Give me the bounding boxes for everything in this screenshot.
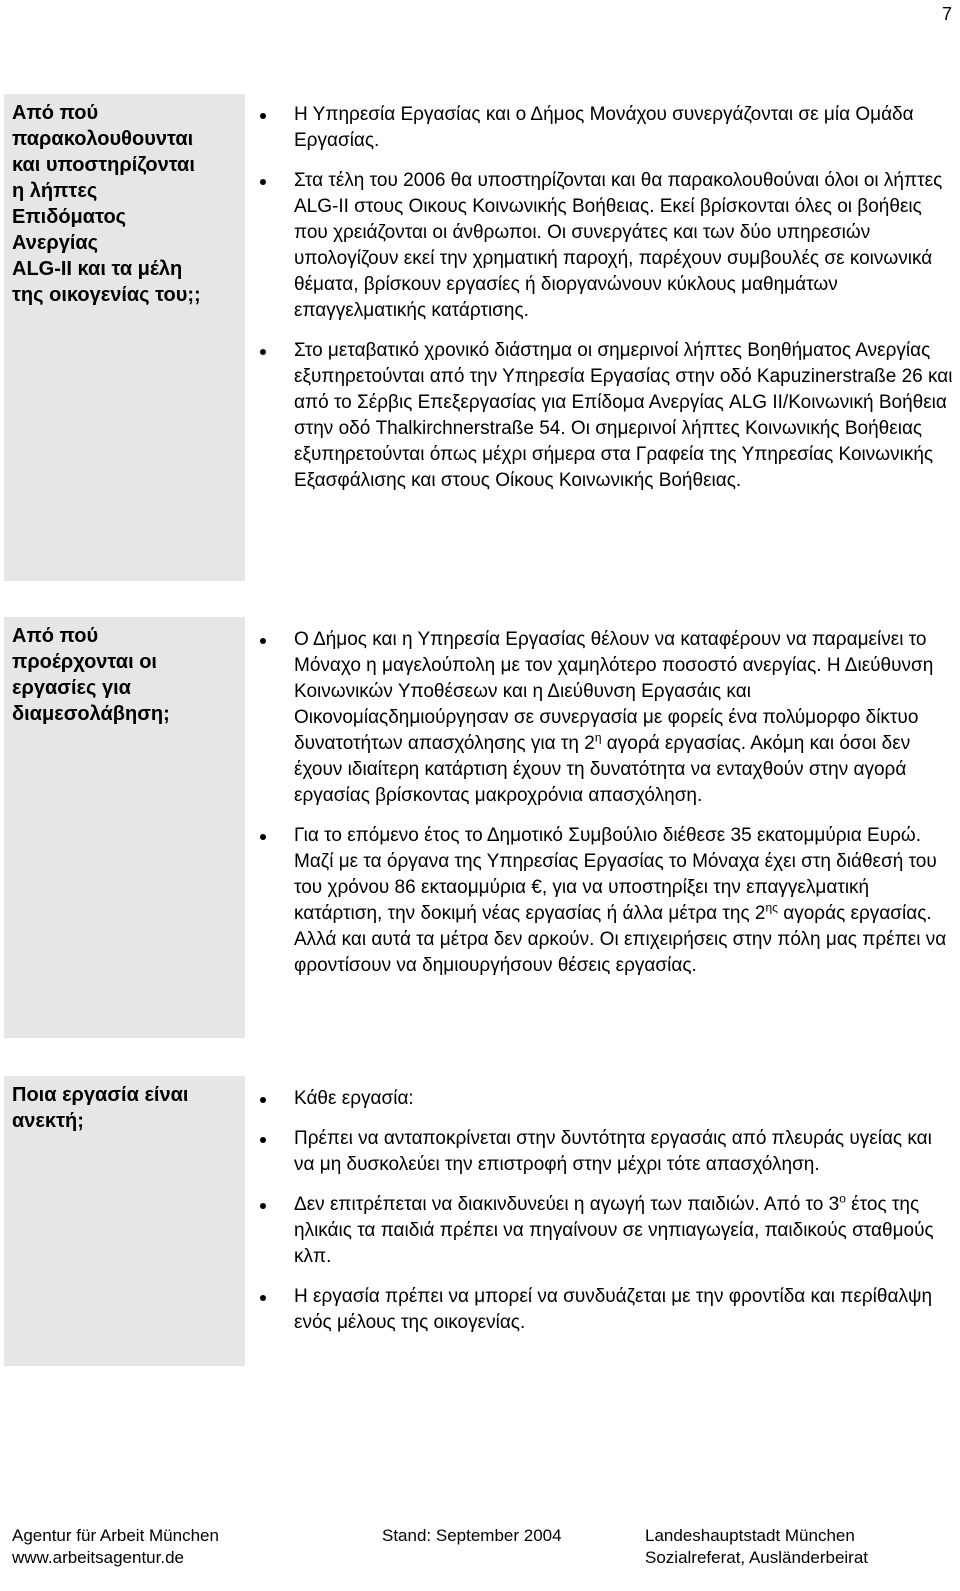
superscript: η: [594, 730, 602, 745]
bullet-text: έτος της ηλικάις τα παιδιά πρέπει να πηγαίνουν σε νηπιαγωγεία, παιδικούς σταθμούς κλπ.: [294, 1194, 934, 1267]
section-job-sources: [4, 617, 954, 1038]
bullet-list: [250, 102, 954, 494]
bullet-item: Στα τέλη του 2006 θα υποστηρίζονται και θα παρακολουθούναι όλοι οι λήπτες ALG-II στους Οικους Κοινωνικής Βοήθειας. Εκεί βρίσκονται όλες οι βοήθεις που χρειάζονται οι άνθρωποι. Οι συνεργάτες και των δύο υπηρεσιών υπολογίζουν εκεί την χρηματική παροχή, παρέχουν συμβουλές σε κοινωνικά θέματα, βρίσκουν εργασίες ή διοργανώνουν κύκλους μαθημάτων επαγγελματικής κατάρτισης.: [250, 168, 954, 324]
bullet-item: [250, 1192, 954, 1270]
bullet-text: Για το επόμενο έτος το Δημοτικό Συμβούλιο διέθεσε 35 εκατομμύρια Ευρώ. Μαζί με τα όργανα της Υπηρεσίας Εργασίας το Μόναχα έχει στη διάθεσή του του χρόνου 86 εκταομμύρια €, για να υποστηρίξει την επαγγελματική κατάρτιση, την δοκιμή νέας εργασίας ή άλλα μέτρα της 2: [294, 825, 937, 924]
sidebar-question: [4, 617, 245, 1038]
section-alg2-support: [4, 94, 954, 581]
bullet-item: Πρέπει να ανταποκρίνεται στην δυντότητα εργασάις από πλευράς υγείας και να μη δυσκολεύει την επιστροφή στην μέχρι τότε απασχόληση.: [250, 1126, 954, 1178]
footer-city: Landeshauptstadt München: [645, 1526, 855, 1545]
bullet-item: [250, 627, 954, 809]
footer-agency: Agentur für Arbeit München: [12, 1526, 219, 1545]
sidebar-question: [4, 1076, 245, 1366]
bullet-item: Στο μεταβατικό χρονικό διάστημα οι σημερινοί λήπτες Βοηθήματος Ανεργίας εξυπηρετούνται από την Υπηρεσία Εργασίας στην οδό Kapuzinerstraße 26 και από το Σέρβις Επεξεργασίας για Επίδομα Ανεργίας ALG II/Κοινωνική Βοήθεια στην οδό Thalkirchnerstraße 54. Οι σημερινοί λήπτες Κοινωνικής Βοήθειας εξυπηρετούνται όπως μέχρι σήμερα στα Γραφεία της Υπηρεσίας Κοινωνικής Εξασφάλισης και στους Οίκους Κοινωνικής Βοήθειας.: [250, 338, 954, 494]
section-acceptable-work: [4, 1076, 954, 1366]
page-number: 7: [942, 4, 953, 24]
footer-website: www.arbeitsagentur.de: [12, 1548, 184, 1567]
superscript: ο: [839, 1191, 846, 1206]
bullet-text: αγορά εργασίας. Ακόμη και όσοι δεν έχουν ιδιαίτερη κατάρτιση έχουν τη δυνατότητα να ενταχθούν στην αγορά εργασίας βρίσκοντας μακροχρόνια απασχόληση.: [294, 733, 911, 806]
footer-center: [382, 1525, 562, 1547]
footer-department: Sozialreferat, Ausländerbeirat: [645, 1548, 869, 1567]
question-title: Ποια εργασία είναι ανεκτή;: [12, 1084, 189, 1132]
bullet-item: [250, 823, 954, 979]
bullet-list: [250, 627, 954, 979]
footer-right: [645, 1525, 868, 1569]
question-title: Από πού προέρχονται οι εργασίες για διαμεσολάβηση;: [12, 625, 170, 725]
footer-left: [12, 1525, 219, 1569]
bullet-item: Η Υπηρεσία Εργασίας και ο Δήμος Μονάχου συνεργάζονται σε μία Ομάδα Εργασίας.: [250, 102, 954, 154]
bullet-item: Κάθε εργασία:: [250, 1086, 954, 1112]
footer-date: Stand: September 2004: [382, 1526, 562, 1545]
bullet-text: Ο Δήμος και η Υπηρεσία Εργασίας θέλουν να καταφέρουν να παραμείνει το Μόναχο η μαγελούπολη με τον χαμηλότερο ποσοστό ανεργίας. Η Διεύθυνση Κοινωνικών Υποθέσεων και η Διεύθυνση Εργασάις και Οικονομίαςδημιούργησαν σε συνεργασία με φορείς ένα πολύμορφο δίκτυο δυνατοτήτων απασχόλησης για τη 2: [294, 629, 934, 754]
superscript: ης: [765, 900, 778, 915]
bullet-text: αγοράς εργασίας. Αλλά και αυτά τα μέτρα δεν αρκούν. Οι επιχειρήσεις στην πόλη μας πρέπει να φροντίσουν να δημιουργήσουν θέσεις εργασίας.: [294, 903, 947, 976]
bullet-list: [250, 1086, 954, 1336]
bullet-text: Δεν επιτρέπεται να διακινδυνεύει η αγωγή των παιδιών. Από το 3: [294, 1194, 840, 1215]
sidebar-question: [4, 94, 245, 581]
question-title: Από πού παρακολουθουνται και υποστηρίζονται η λήπτες Επιδόματος Ανεργίας ALG-II και τα μέλη της οικογενίας του;;: [12, 102, 201, 306]
bullet-item: Η εργασία πρέπει να μπορεί να συνδυάζεται με την φροντίδα και περίθαλψη ενός μέλους της οικογενίας.: [250, 1284, 954, 1336]
